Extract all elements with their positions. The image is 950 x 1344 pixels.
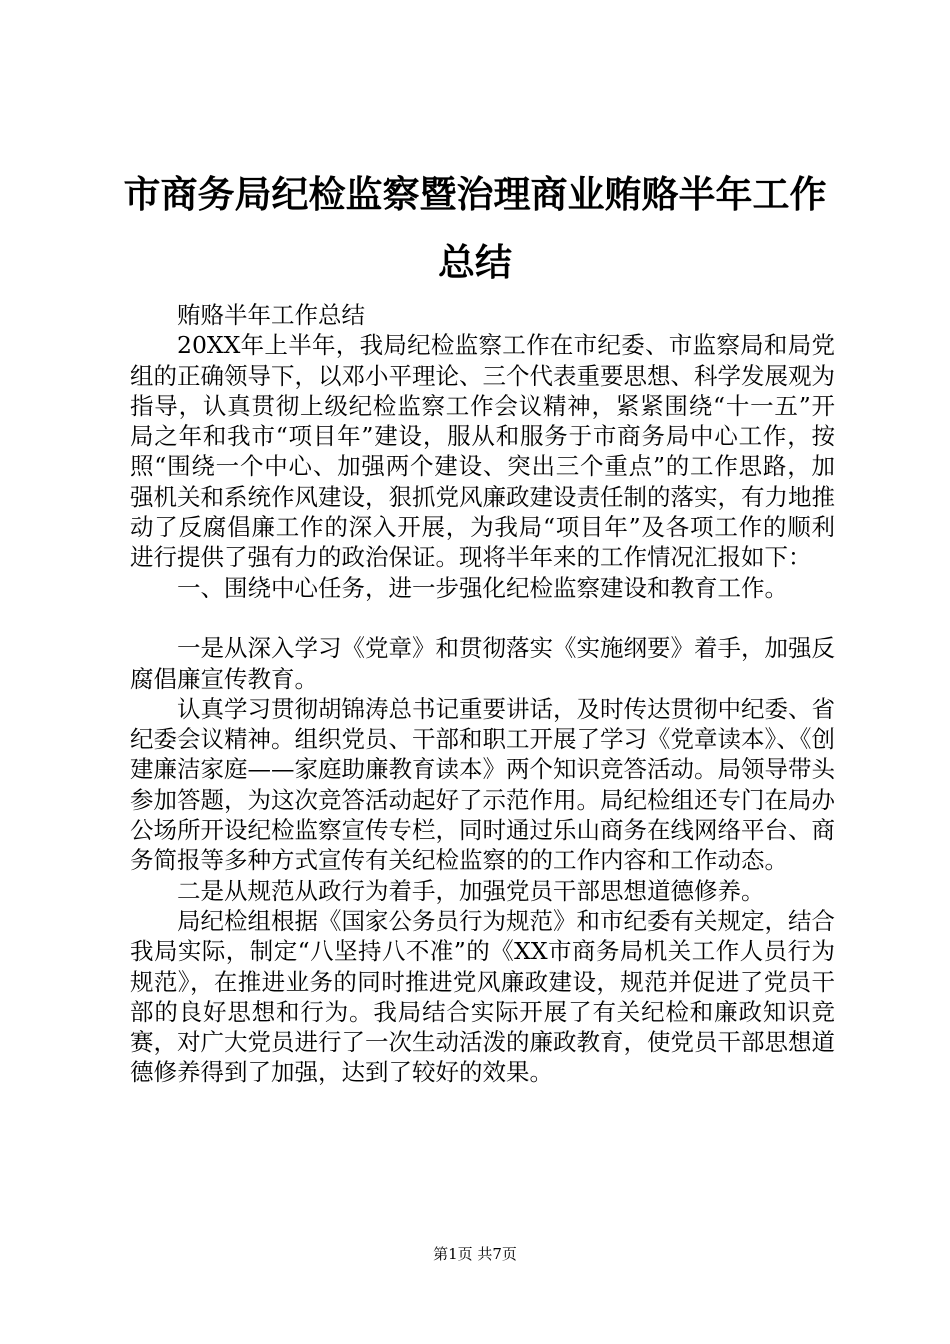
paragraph-subtitle: 贿赂半年工作总结 bbox=[177, 301, 365, 329]
document-body bbox=[130, 300, 835, 1088]
paragraph-intro: 20XX年上半年，我局纪检监察工作在市纪委、市监察局和局党组的正确领导下，以邓小平理论、三个代表重要思想、科学发展观为指导，认真贯彻上级纪检监察工作会议精神，紧紧围绕“十一五”开局之年和我市“项目年”建设，服从和服务于市商务局中心工作，按照“围绕一个中心、加强两个建设、突出三个重点”的工作思路，加强机关和系统作风建设，狠抓党风廉政建设责任制的落实，有力地推动了反腐倡廉工作的深入开展，为我局“项目年”及各项工作的顺利进行提供了强有力的政治保证。现将半年来的工作情况汇报如下： bbox=[130, 331, 835, 572]
section-heading-1: 一、围绕中心任务，进一步强化纪检监察建设和教育工作。 bbox=[177, 573, 788, 602]
document-title: 市商务局纪检监察暨治理商业贿赂半年工作总结 bbox=[123, 172, 827, 284]
paragraph-point-1: 一是从深入学习《党章》和贯彻落实《实施纲要》着手，加强反腐倡廉宣传教育。 bbox=[130, 634, 835, 693]
page-footer: 第1页 共7页 bbox=[433, 1245, 517, 1263]
paragraph-point-1-detail: 认真学习贯彻胡锦涛总书记重要讲话，及时传达贯彻中纪委、省纪委会议精神。组织党员、干部和职工开展了学习《党章读本》、《创建廉洁家庭——家庭助廉教育读本》两个知识竞答活动。局领导带头参加答题，为这次竞答活动起好了示范作用。局纪检组还专门在局办公场所开设纪检监察宣传专栏，同时通过乐山商务在线网络平台、商务简报等多种方式宣传有关纪检监察的的工作内容和工作动态。 bbox=[130, 694, 835, 875]
paragraph-point-2-detail: 局纪检组根据《国家公务员行为规范》和市纪委有关规定，结合我局实际，制定“八坚持八不准”的《XX市商务局机关工作人员行为规范》，在推进业务的同时推进党风廉政建设，规范并促进了党员干部的良好思想和行为。我局结合实际开展了有关纪检和廉政知识竞赛，对广大党员进行了一次生动活泼的廉政教育，使党员干部思想道德修养得到了加强，达到了较好的效果。 bbox=[130, 906, 835, 1087]
paragraph-point-2: 二是从规范从政行为着手，加强党员干部思想道德修养。 bbox=[177, 876, 765, 905]
